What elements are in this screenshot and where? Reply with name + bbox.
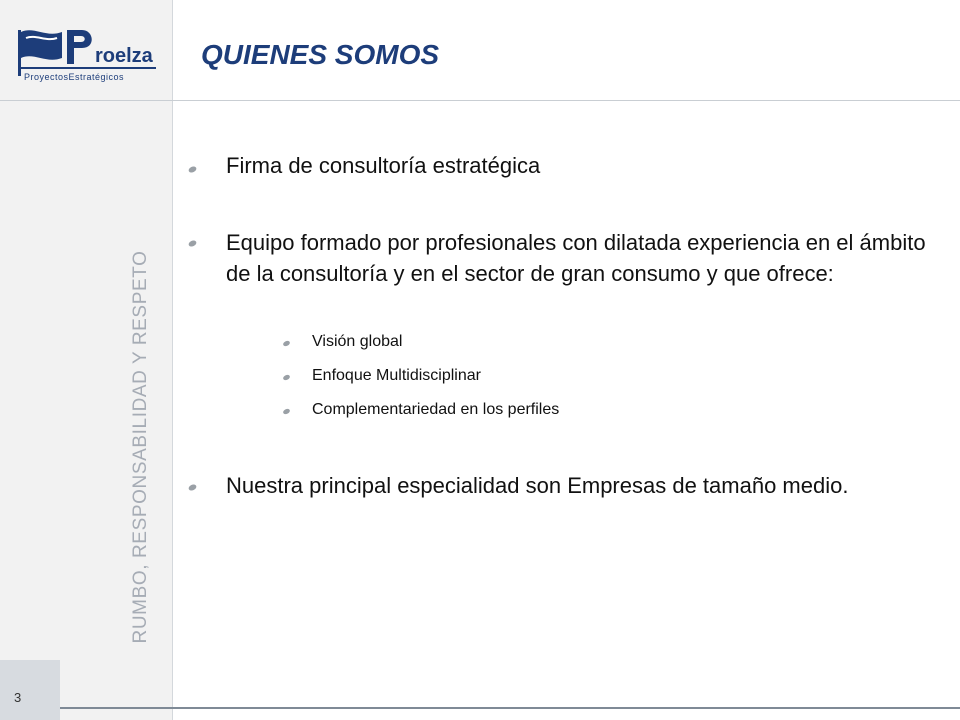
- sub-bullet-text: Enfoque Multidisciplinar: [312, 367, 481, 384]
- footer-divider: [60, 707, 960, 709]
- header-divider: [0, 100, 960, 101]
- sub-bullet-text: Complementariedad en los perfiles: [312, 401, 560, 418]
- logo-wordmark: roelza: [95, 45, 153, 67]
- vertical-motto: RUMBO, RESPONSABILIDAD Y RESPETO: [130, 250, 151, 644]
- bullet-text: Equipo formado por profesionales con dilatada experiencia en el ámbito de la consultoría y en el sector de gran consumo y que ofrece:: [226, 230, 926, 286]
- bullet-text: Firma de consultoría estratégica: [226, 153, 541, 178]
- sidebar-divider: [172, 0, 173, 720]
- bullet-icon: [188, 484, 197, 491]
- sub-bullet-text: Visión global: [312, 333, 403, 350]
- flag-icon: [21, 30, 62, 59]
- logo-tagline: ProyectosEstratégicos: [24, 72, 125, 82]
- bullet-icon: [188, 240, 197, 247]
- page-number-box: [0, 660, 60, 720]
- flag-pole-icon: [18, 30, 21, 76]
- sub-bullet-icon: [282, 374, 291, 381]
- logo-p-letter: [67, 30, 92, 64]
- bullet-icon: [188, 166, 197, 173]
- page-title: QUIENES SOMOS: [201, 39, 440, 70]
- bullet-text: Nuestra principal especialidad son Empresas de tamaño medio.: [226, 473, 849, 498]
- sub-bullet-icon: [282, 408, 291, 415]
- sub-bullet-icon: [282, 340, 291, 347]
- page-number: 3: [14, 690, 22, 705]
